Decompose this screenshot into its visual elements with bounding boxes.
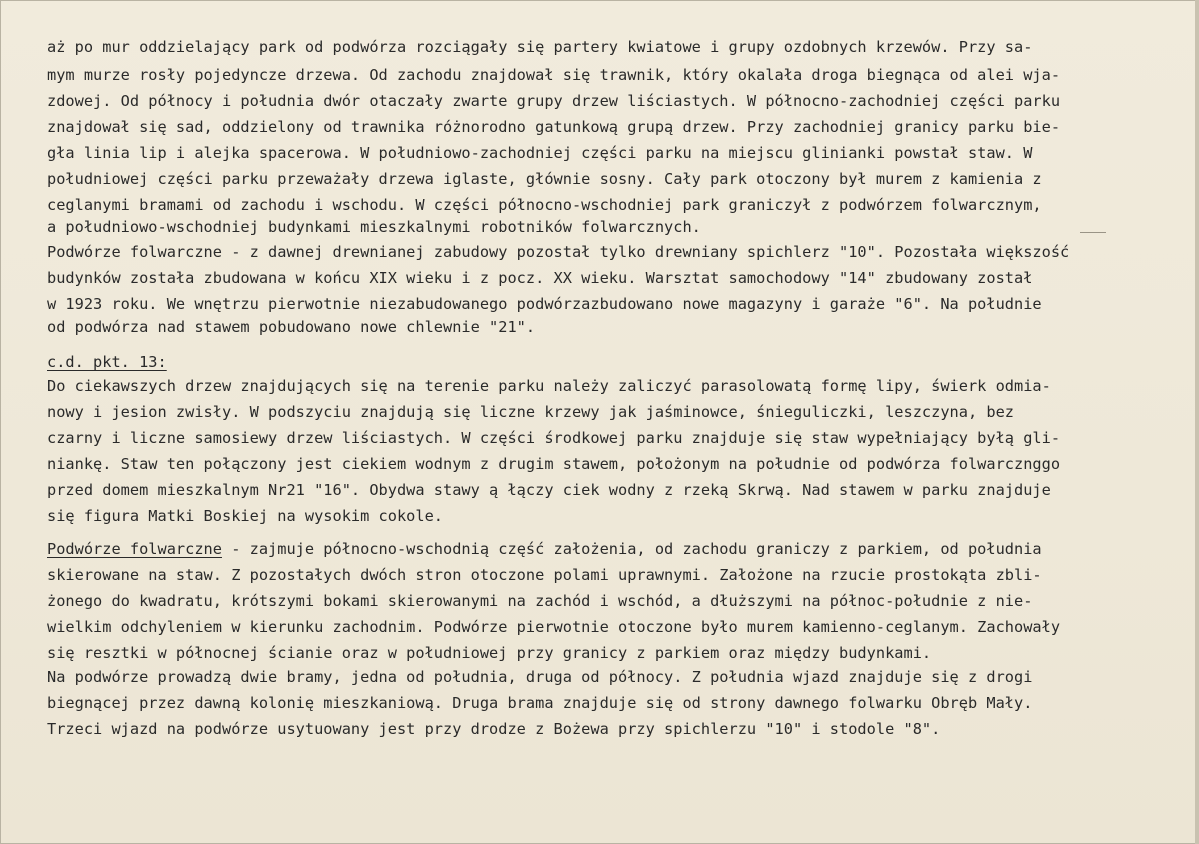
subsection-heading: Podwórze folwarczne [47, 540, 222, 558]
text-line: aż po mur oddzielający park od podwórza rozciągały się partery kwiatowe i grupy ozdobnych krzewów. Przy sa- [47, 38, 1033, 56]
text-line: żonego do kwadratu, krótszymi bokami skierowanymi na zachód i wschód, a dłuższymi na północ-południe z nie- [47, 592, 1033, 610]
text-line: Do ciekawszych drzew znajdujących się na terenie parku należy zaliczyć parasolowatą formę lipy, świerk odmia- [47, 377, 1051, 395]
text-line: gła linia lip i alejka spacerowa. W południowo-zachodniej części parku na miejscu glinianki powstał staw. W [47, 144, 1033, 162]
section-heading: c.d. pkt. 13: [47, 353, 167, 371]
text-line: od podwórza nad stawem pobudowano nowe chlewnie "21". [47, 318, 536, 336]
text-line: przed domem mieszkalnym Nr21 "16". Obydwa stawy ą łączy ciek wodny z rzeką Skrwą. Nad stawem w parku znajduje [47, 481, 1051, 499]
text-line: Na podwórze prowadzą dwie bramy, jedna od południa, druga od północy. Z południa wjazd znajduje się z drogi [47, 668, 1033, 686]
text-line: się figura Matki Boskiej na wysokim cokole. [47, 507, 444, 525]
text-line: południowej części parku przeważały drzewa iglaste, głównie sosny. Cały park otoczony był murem z kamienia z [47, 170, 1042, 188]
text-line: zdowej. Od północy i południa dwór otaczały zwarte grupy drzew liściastych. W północno-zachodniej części parku [47, 92, 1061, 110]
text-line: biegnącej przez dawną kolonię mieszkaniową. Druga brama znajduje się od strony dawnego folwarku Obręb Mały. [47, 694, 1033, 712]
text-line: w 1923 roku. We wnętrzu pierwotnie niezabudowanego podwórzazbudowano nowe magazyny i garaże "6". Na południe [47, 295, 1042, 313]
text-line: Podwórze folwarczne - z dawnej drewnianej zabudowy pozostał tylko drewniany spichlerz "10". Pozostała większość [47, 243, 1070, 261]
text-line: budynków została zbudowana w końcu XIX wieku i z pocz. XX wieku. Warsztat samochodowy "14" zbudowany został [47, 269, 1033, 287]
text-line: a południowo-wschodniej budynkami mieszkalnymi robotników folwarcznych. [47, 218, 701, 236]
text-line: skierowane na staw. Z pozostałych dwóch stron otoczone polami uprawnymi. Założone na rzucie prostokąta zbli- [47, 566, 1042, 584]
text-line [47, 540, 1042, 558]
text-line: czarny i liczne samosiewy drzew liściastych. W części środkowej parku znajduje się staw wypełniający byłą gli- [47, 429, 1061, 447]
text-line: wielkim odchyleniem w kierunku zachodnim. Podwórze pierwotnie otoczone było murem kamienno-ceglanym. Zachowały [47, 618, 1061, 636]
text-line: mym murze rosły pojedyncze drzewa. Od zachodu znajdował się trawnik, który okalała droga biegnąca od alei wja- [47, 66, 1061, 84]
text-line: się resztki w północnej ścianie oraz w południowej przy granicy z parkiem oraz między budynkami. [47, 644, 932, 662]
text-span: - zajmuje północno-wschodnią część założenia, od zachodu graniczy z parkiem, od południa [221, 540, 1042, 558]
text-line: Trzeci wjazd na podwórze usytuowany jest przy drodze z Bożewa przy spichlerzu "10" i stodole "8". [47, 720, 941, 738]
margin-mark [1080, 232, 1106, 233]
page-edge [1195, 0, 1199, 844]
text-line: znajdował się sad, oddzielony od trawnika różnorodno gatunkową grupą drzew. Przy zachodniej granicy parku bie- [47, 118, 1061, 136]
text-line: niankę. Staw ten połączony jest ciekiem wodnym z drugim stawem, położonym na południe od podwórza folwarcznggo [47, 455, 1061, 473]
text-line: ceglanymi bramami od zachodu i wschodu. W części północno-wschodniej park graniczył z podwórzem folwarcznym, [47, 196, 1042, 214]
text-line: nowy i jesion zwisły. W podszyciu znajdują się liczne krzewy jak jaśminowce, śnieguliczki, leszczyna, bez [47, 403, 1014, 421]
